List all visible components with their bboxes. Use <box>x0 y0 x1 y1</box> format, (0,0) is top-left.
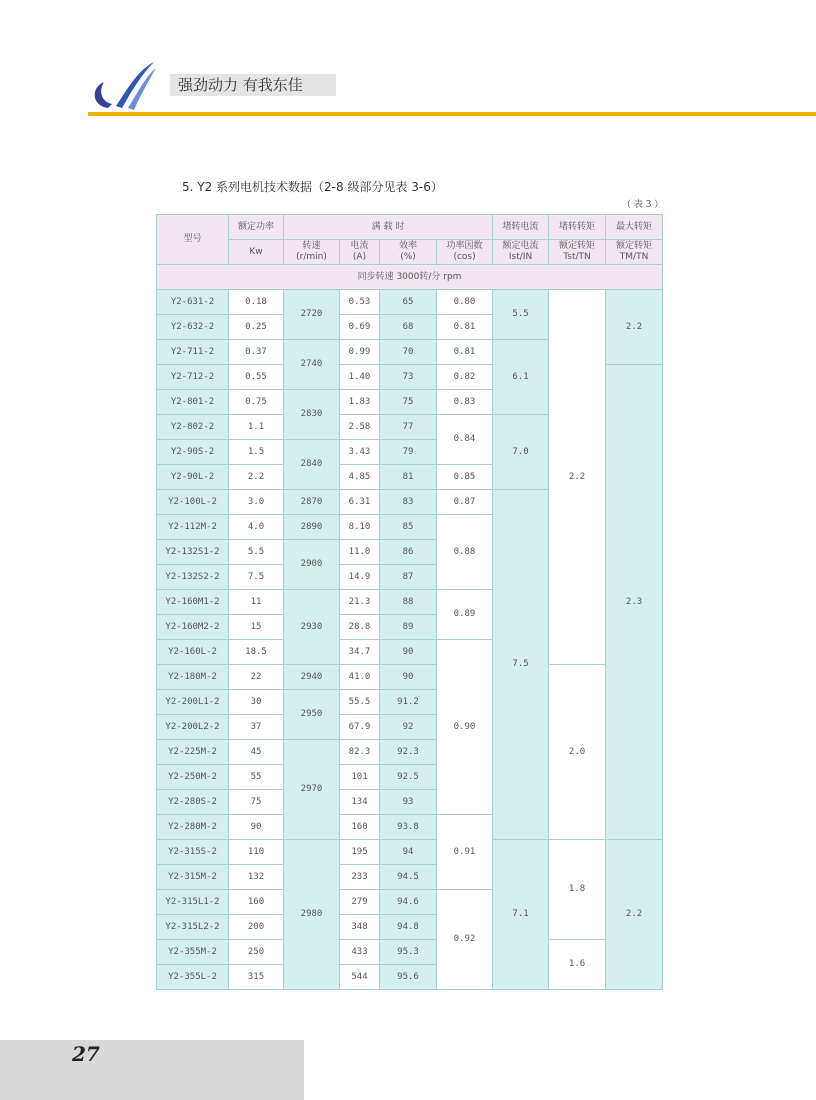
power-cell: 30 <box>229 690 284 715</box>
power-cell: 250 <box>229 940 284 965</box>
header-ist-in: 额定电流 Ist/IN <box>493 240 549 265</box>
header-power-unit: Kw <box>229 240 284 265</box>
current-cell: 8.10 <box>340 515 380 540</box>
current-cell: 28.8 <box>340 615 380 640</box>
efficiency-cell: 83 <box>380 490 437 515</box>
power-cell: 90 <box>229 815 284 840</box>
power-factor-cell: 0.90 <box>437 640 493 815</box>
power-cell: 55 <box>229 765 284 790</box>
power-cell: 11 <box>229 590 284 615</box>
current-cell: 0.69 <box>340 315 380 340</box>
efficiency-cell: 93 <box>380 790 437 815</box>
efficiency-cell: 89 <box>380 615 437 640</box>
model-cell: Y2-315L2-2 <box>157 915 229 940</box>
power-cell: 200 <box>229 915 284 940</box>
model-cell: Y2-90S-2 <box>157 440 229 465</box>
speed-cell: 2890 <box>284 515 340 540</box>
locked-rotor-current-cell: 7.0 <box>493 415 549 490</box>
model-cell: Y2-200L2-2 <box>157 715 229 740</box>
power-cell: 0.55 <box>229 365 284 390</box>
speed-cell: 2930 <box>284 590 340 665</box>
current-cell: 67.9 <box>340 715 380 740</box>
model-cell: Y2-160L-2 <box>157 640 229 665</box>
table-row <box>157 840 663 865</box>
locked-rotor-torque-cell: 1.6 <box>549 940 606 990</box>
speed-cell: 2950 <box>284 690 340 740</box>
max-torque-cell: 2.3 <box>606 365 663 840</box>
locked-rotor-current-cell: 7.5 <box>493 490 549 840</box>
efficiency-cell: 88 <box>380 590 437 615</box>
current-cell: 0.99 <box>340 340 380 365</box>
model-cell: Y2-315M-2 <box>157 865 229 890</box>
max-torque-cell: 2.2 <box>606 290 663 365</box>
power-factor-cell: 0.81 <box>437 315 493 340</box>
power-factor-cell: 0.88 <box>437 515 493 590</box>
power-cell: 75 <box>229 790 284 815</box>
efficiency-cell: 87 <box>380 565 437 590</box>
efficiency-cell: 68 <box>380 315 437 340</box>
current-cell: 134 <box>340 790 380 815</box>
model-cell: Y2-180M-2 <box>157 665 229 690</box>
current-cell: 3.43 <box>340 440 380 465</box>
header-power-factor: 功率因数 (cos) <box>437 240 493 265</box>
efficiency-cell: 91.2 <box>380 690 437 715</box>
model-cell: Y2-200L1-2 <box>157 690 229 715</box>
power-cell: 15 <box>229 615 284 640</box>
power-factor-cell: 0.81 <box>437 340 493 365</box>
current-cell: 195 <box>340 840 380 865</box>
power-factor-cell: 0.85 <box>437 465 493 490</box>
table-row <box>157 665 663 690</box>
power-cell: 132 <box>229 865 284 890</box>
efficiency-cell: 90 <box>380 665 437 690</box>
power-cell: 110 <box>229 840 284 865</box>
locked-rotor-torque-cell: 2.0 <box>549 665 606 840</box>
power-cell: 0.18 <box>229 290 284 315</box>
table-row <box>157 940 663 965</box>
efficiency-cell: 73 <box>380 365 437 390</box>
efficiency-cell: 94.8 <box>380 915 437 940</box>
header-max-torque: 最大转矩 <box>606 215 663 240</box>
current-cell: 160 <box>340 815 380 840</box>
locked-rotor-current-cell: 5.5 <box>493 290 549 340</box>
model-cell: Y2-355M-2 <box>157 940 229 965</box>
current-cell: 101 <box>340 765 380 790</box>
speed-cell: 2840 <box>284 440 340 490</box>
current-cell: 6.31 <box>340 490 380 515</box>
page-number: 27 <box>72 1042 100 1066</box>
current-cell: 433 <box>340 940 380 965</box>
efficiency-cell: 94.5 <box>380 865 437 890</box>
model-cell: Y2-160M1-2 <box>157 590 229 615</box>
header-tst-tn: 额定转矩 Tst/TN <box>549 240 606 265</box>
power-cell: 37 <box>229 715 284 740</box>
max-torque-cell: 2.2 <box>606 840 663 990</box>
current-cell: 4.85 <box>340 465 380 490</box>
power-cell: 315 <box>229 965 284 990</box>
power-factor-cell: 0.89 <box>437 590 493 640</box>
model-cell: Y2-711-2 <box>157 340 229 365</box>
model-cell: Y2-160M2-2 <box>157 615 229 640</box>
model-cell: Y2-90L-2 <box>157 465 229 490</box>
current-cell: 34.7 <box>340 640 380 665</box>
locked-rotor-current-cell: 6.1 <box>493 340 549 415</box>
current-cell: 1.83 <box>340 390 380 415</box>
model-cell: Y2-315S-2 <box>157 840 229 865</box>
header-tm-tn: 额定转矩 TM/TN <box>606 240 663 265</box>
efficiency-cell: 81 <box>380 465 437 490</box>
header-rule <box>88 112 816 116</box>
power-factor-cell: 0.83 <box>437 390 493 415</box>
current-cell: 55.5 <box>340 690 380 715</box>
current-cell: 41.0 <box>340 665 380 690</box>
motor-spec-table <box>156 214 663 990</box>
header-full-load: 满 载 时 <box>284 215 493 240</box>
locked-rotor-torque-cell: 2.2 <box>549 290 606 665</box>
speed-cell: 2970 <box>284 740 340 840</box>
power-cell: 45 <box>229 740 284 765</box>
efficiency-cell: 90 <box>380 640 437 665</box>
power-factor-cell: 0.82 <box>437 365 493 390</box>
current-cell: 0.53 <box>340 290 380 315</box>
efficiency-cell: 92 <box>380 715 437 740</box>
power-factor-cell: 0.91 <box>437 815 493 890</box>
locked-rotor-current-cell: 7.1 <box>493 840 549 990</box>
efficiency-cell: 79 <box>380 440 437 465</box>
table-number: （ 表 3 ） <box>622 200 664 210</box>
current-cell: 21.3 <box>340 590 380 615</box>
power-cell: 0.37 <box>229 340 284 365</box>
current-cell: 11.0 <box>340 540 380 565</box>
power-factor-cell: 0.80 <box>437 290 493 315</box>
current-cell: 82.3 <box>340 740 380 765</box>
speed-cell: 2740 <box>284 340 340 390</box>
model-cell: Y2-280M-2 <box>157 815 229 840</box>
efficiency-cell: 93.8 <box>380 815 437 840</box>
speed-cell: 2720 <box>284 290 340 340</box>
header-speed: 转速 (r/min) <box>284 240 340 265</box>
efficiency-cell: 94.6 <box>380 890 437 915</box>
speed-cell: 2870 <box>284 490 340 515</box>
current-cell: 233 <box>340 865 380 890</box>
efficiency-cell: 65 <box>380 290 437 315</box>
power-cell: 2.2 <box>229 465 284 490</box>
model-cell: Y2-801-2 <box>157 390 229 415</box>
power-factor-cell: 0.92 <box>437 890 493 990</box>
header-locked-rotor-current: 堵转电流 <box>493 215 549 240</box>
company-logo <box>88 58 156 114</box>
section-title: 5. Y2 系列电机技术数据（2-8 级部分见表 3-6） <box>182 180 443 194</box>
model-cell: Y2-631-2 <box>157 290 229 315</box>
header-efficiency: 效率 (%) <box>380 240 437 265</box>
model-cell: Y2-132S2-2 <box>157 565 229 590</box>
header-current: 电流 (A) <box>340 240 380 265</box>
efficiency-cell: 70 <box>380 340 437 365</box>
current-cell: 279 <box>340 890 380 915</box>
power-cell: 4.0 <box>229 515 284 540</box>
efficiency-cell: 85 <box>380 515 437 540</box>
efficiency-cell: 95.3 <box>380 940 437 965</box>
power-cell: 160 <box>229 890 284 915</box>
efficiency-cell: 95.6 <box>380 965 437 990</box>
efficiency-cell: 75 <box>380 390 437 415</box>
model-cell: Y2-802-2 <box>157 415 229 440</box>
model-cell: Y2-280S-2 <box>157 790 229 815</box>
locked-rotor-torque-cell: 1.8 <box>549 840 606 940</box>
speed-cell: 2900 <box>284 540 340 590</box>
table-row <box>157 290 663 315</box>
current-cell: 348 <box>340 915 380 940</box>
speed-cell: 2980 <box>284 840 340 990</box>
model-cell: Y2-132S1-2 <box>157 540 229 565</box>
power-cell: 7.5 <box>229 565 284 590</box>
current-cell: 1.40 <box>340 365 380 390</box>
sync-speed-row: 同步转速 3000转/分 rpm <box>157 265 663 290</box>
header-slogan: 强劲动力 有我东佳 <box>170 74 336 96</box>
efficiency-cell: 92.5 <box>380 765 437 790</box>
power-cell: 1.5 <box>229 440 284 465</box>
speed-cell: 2940 <box>284 665 340 690</box>
efficiency-cell: 77 <box>380 415 437 440</box>
current-cell: 14.9 <box>340 565 380 590</box>
power-cell: 5.5 <box>229 540 284 565</box>
power-cell: 1.1 <box>229 415 284 440</box>
header-rated-power: 额定功率 <box>229 215 284 240</box>
efficiency-cell: 92.3 <box>380 740 437 765</box>
model-cell: Y2-100L-2 <box>157 490 229 515</box>
model-cell: Y2-112M-2 <box>157 515 229 540</box>
current-cell: 544 <box>340 965 380 990</box>
header-model: 型号 <box>157 215 229 265</box>
efficiency-cell: 94 <box>380 840 437 865</box>
speed-cell: 2830 <box>284 390 340 440</box>
power-factor-cell: 0.87 <box>437 490 493 515</box>
power-cell: 0.25 <box>229 315 284 340</box>
model-cell: Y2-355L-2 <box>157 965 229 990</box>
power-factor-cell: 0.84 <box>437 415 493 465</box>
efficiency-cell: 86 <box>380 540 437 565</box>
model-cell: Y2-712-2 <box>157 365 229 390</box>
model-cell: Y2-632-2 <box>157 315 229 340</box>
power-cell: 18.5 <box>229 640 284 665</box>
current-cell: 2.58 <box>340 415 380 440</box>
model-cell: Y2-315L1-2 <box>157 890 229 915</box>
header-locked-rotor-torque: 堵转转矩 <box>549 215 606 240</box>
power-cell: 0.75 <box>229 390 284 415</box>
footer-bar <box>0 1040 304 1100</box>
power-cell: 3.0 <box>229 490 284 515</box>
power-cell: 22 <box>229 665 284 690</box>
model-cell: Y2-250M-2 <box>157 765 229 790</box>
model-cell: Y2-225M-2 <box>157 740 229 765</box>
